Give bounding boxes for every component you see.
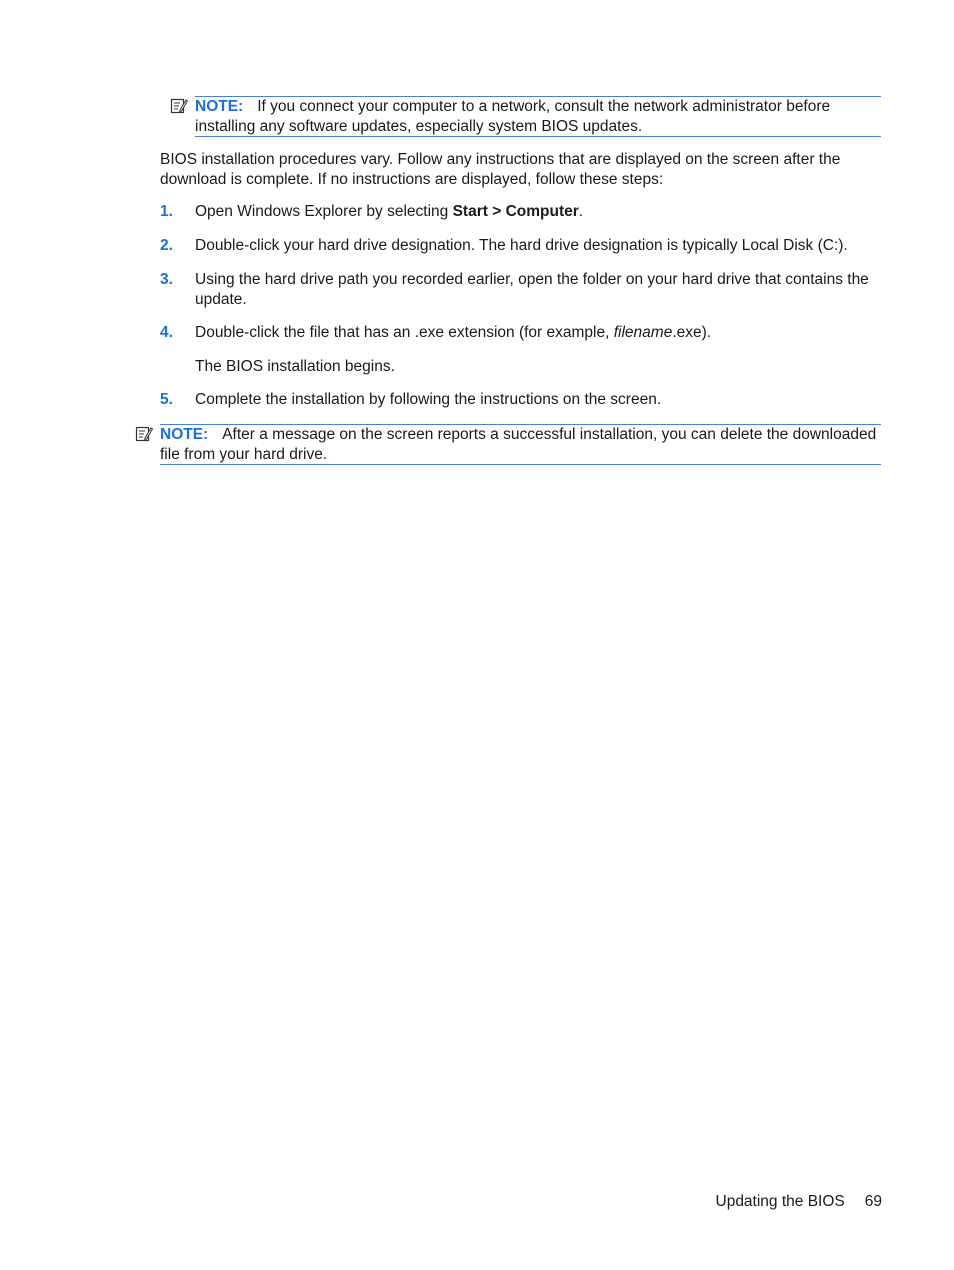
footer-section-title: Updating the BIOS [715,1193,845,1210]
note-1-box [195,96,881,137]
note-icon [135,425,153,443]
step-number: 3. [160,271,173,288]
step-number: 5. [160,391,173,408]
step-text: Using the hard drive path you recorded earlier, open the folder on your hard drive that contains the update. [195,271,869,308]
step-1-text-after: . [578,203,584,220]
page-footer [716,1192,883,1212]
note-icon [170,97,188,115]
step-1-text-before: Open Windows Explorer by selecting [195,203,453,220]
note-1-text: If you connect your computer to a network, consult the network administrator before installing any software updates, especially system BIOS updates. [195,98,831,135]
step-text: Complete the installation by following the instructions on the screen. [195,391,662,408]
step-4-text-after: .exe). [672,324,712,341]
page-number: 69 [864,1193,882,1210]
note-2-label: NOTE: [160,426,209,443]
step-number: 4. [160,324,173,341]
note-1-label: NOTE: [195,98,244,115]
step-4-italic-filename: filename [613,324,673,341]
step-1-bold-path: Start > Computer [452,203,579,220]
step-number: 2. [160,237,173,254]
step-4-subtext: The BIOS installation begins. [195,358,395,375]
note-2-box [160,424,881,465]
step-text [195,323,883,343]
intro-paragraph: BIOS installation procedures vary. Follow any instructions that are displayed on the screen after the download is complete. If no instructions are displayed, follow these steps: [160,151,841,188]
step-text: Double-click your hard drive designation. The hard drive designation is typically Local Disk (C:). [195,237,848,254]
step-text [195,202,883,222]
note-2-text: After a message on the screen reports a successful installation, you can delete the downloaded file from your hard drive. [160,426,877,463]
step-4-text-before: Double-click the file that has an .exe extension (for example, [195,324,614,341]
step-number: 1. [160,203,173,220]
